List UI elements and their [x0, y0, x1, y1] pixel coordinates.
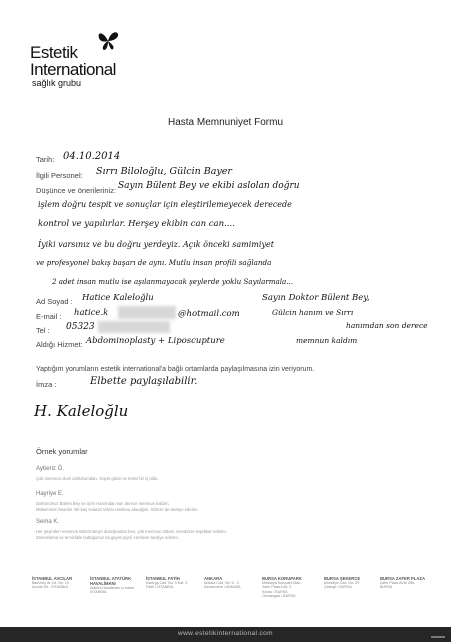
office-city: ANKARA [204, 576, 223, 581]
thoughts-line-4: İyiki varsınız ve bu doğru yerdeyiz. Açık önceki samimiyet [38, 240, 274, 249]
thoughts-line-3: kontrol ve yapılırlar. Herşey ekibin can can.... [38, 219, 235, 229]
date-value: 04.10.2014 [63, 151, 121, 162]
office-1 [32, 576, 90, 590]
service-note-2: memnun kaldım [296, 336, 358, 345]
thoughts-line-1: Sayın Bülent Bey ve ekibi aslolan doğru [118, 181, 300, 191]
sample-text-3b: Zamanlama ve temizlikle buttuğunuz da gayet iyiydi. Herkese tavsiye ederim. [36, 535, 179, 540]
butterfly-icon [96, 30, 120, 52]
samples-title: Örnek yorumlar [36, 447, 88, 456]
office-address-line: İSTANBUL [90, 590, 108, 595]
logo-line-1: Estetik [30, 43, 78, 62]
sample-text-3a: Her şeyinden memnun Bülent Beyin duruşlundan ben, çok memnun oldum. Kendinize teşekkür ederim. [36, 529, 227, 534]
office-address-line: Zafer Plaza AVM Ofis: BURSA [380, 581, 416, 590]
service-note-1: hanımdan son derece [346, 321, 428, 330]
office-address-line: Mudanya Korupark Mah. [262, 581, 302, 585]
form-title: Hasta Memnuniyet Formu [167, 117, 284, 128]
brand-logo [30, 44, 150, 89]
signature-text: Elbette paylaşılabilir. [90, 376, 198, 387]
sample-name-2: Hayriye E. [36, 491, 64, 497]
sample-text-1: Çok memnun olum doktorumdan. Gayet güzel ve temiz bir iş oldu. [36, 476, 159, 481]
thoughts-label: Düşünce ve önerileriniz: [36, 186, 117, 195]
decorative-dash-icon [431, 635, 445, 639]
office-5 [262, 576, 320, 599]
logo-line-2: International [30, 60, 116, 79]
redacted-email [118, 306, 176, 319]
office-address-line: Muradiye Cad. No: 29 [324, 581, 359, 585]
phone-value: 05323 [66, 322, 95, 332]
sample-name-1: Ayberiz Ö. [36, 466, 64, 472]
office-address-line: Kadırga Cad. No: 9 Kat: 3 [146, 581, 188, 585]
sample-name-3: Sema K. [36, 519, 60, 525]
office-address-line: Fatih / İSTANBUL [146, 585, 175, 590]
footer-bar [0, 627, 451, 642]
personnel-value: Sırrı Biloloğlu, Gülcin Bayer [96, 166, 232, 177]
office-address-line: Bakırköy ile Cd. No: 14 [32, 581, 69, 585]
email-label: E-mail : [36, 312, 62, 321]
sample-text-2a: Doktorumuz Bülent Bey ve Şirin Hanımdan son derece memnun kaldım. [36, 501, 170, 506]
date-label: Tarih: [36, 155, 55, 164]
service-label: Aldığı Hizmet: [36, 340, 83, 349]
email-value-start: hatice.k [74, 308, 109, 318]
office-city: BURSA KORUPARK [262, 576, 302, 581]
office-address-line: Çekirge / BURSA [324, 585, 352, 590]
thoughts-line-6: 2 adet insan mutlu ise aşılanmayacak şeylerde yoklu Sayılarmala... [52, 277, 293, 286]
office-3 [146, 576, 204, 590]
office-city: İSTANBUL FATİH [146, 576, 180, 581]
office-address-line: Atatürk Havalimanı iç hatlar [90, 586, 134, 590]
office-city: BURSA ŞEKERCE [324, 576, 361, 581]
personnel-label: İlgili Personel: [36, 171, 83, 180]
office-address-line: Konak / BURSA [262, 589, 288, 594]
office-4 [204, 576, 262, 590]
phone-label: Tel : [36, 326, 50, 335]
consent-text: Yaptığım yorumların estetik international'a bağlı ortamlarda paylaşılmasına izin veriyorum. [36, 366, 315, 373]
office-address-line: Avcılar Sit - İSTANBUL [32, 585, 69, 590]
website-url: www.estetikinternational.com [177, 630, 273, 637]
name-label: Ad Soyad : [36, 297, 73, 306]
office-address-line: Ankara Cad. No: 5 - 3 [204, 581, 239, 585]
signature-mark: H. Kaleloğlu [34, 402, 129, 420]
thoughts-line-5: ve profesyonel bakış başarı de aynı. Mutlu insan profili sağlanda [36, 258, 272, 267]
office-6 [324, 576, 382, 590]
service-value: Abdominoplasty + Liposcupture [86, 336, 225, 346]
thoughts-line-2: işlem doğru tespit ve sonuçlar için eleştirilemeyecek derecede [38, 200, 292, 209]
email-value-end: @hotmail.com [178, 309, 240, 319]
office-city: İSTANBUL AVCILAR [32, 576, 73, 581]
logo-line-3: sağlık grubu [32, 78, 82, 88]
office-city: İSTANBUL ATATÜRK HAVALİMANI [90, 576, 132, 586]
name-value: Hatice Kaleloğlu [82, 293, 154, 303]
redacted-phone [98, 321, 170, 333]
office-addresses [32, 576, 427, 616]
office-address-line: Kavaklıdere / ANKARA [204, 585, 241, 590]
office-2 [90, 576, 148, 595]
name-note-1: Sayın Doktor Bülent Bey, [262, 293, 370, 303]
office-address-line: Zafer Plaza Kat: 3 [262, 585, 291, 590]
signature-label: İmza : [36, 380, 57, 389]
office-address-line: Osmangazi / BURSA [262, 594, 296, 599]
sample-text-2b: Mükemmel insanlar. Bir kaç sularan tekrar randevu alacağım. Sizlere de tavsiye ederim. [36, 507, 199, 512]
office-7 [380, 576, 427, 590]
name-note-2: Gülcin hanım ve Sırrı [272, 308, 354, 317]
office-city: BURSA ZAFER PLAZA [380, 576, 425, 581]
